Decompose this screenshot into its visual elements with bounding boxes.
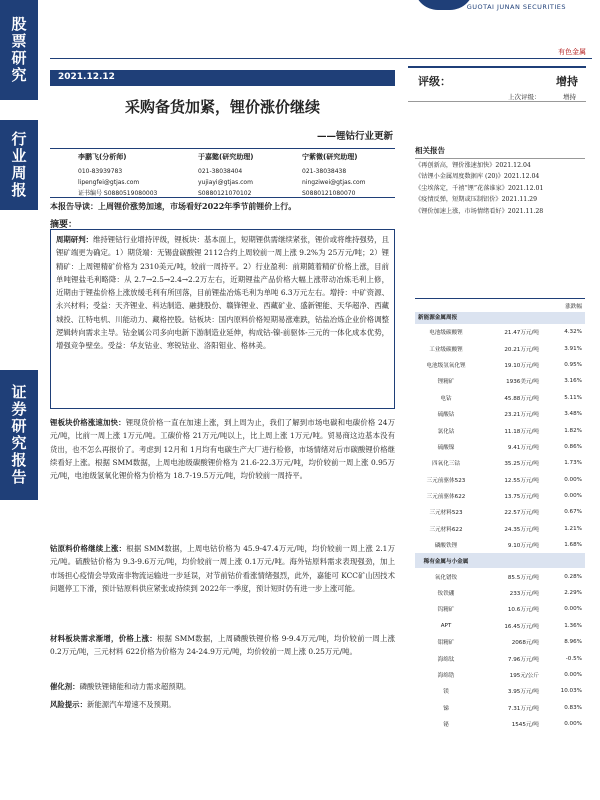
section-catalyst <box>50 680 395 693</box>
price-row <box>415 422 585 438</box>
sidebar-industry-weekly: 行业周报 <box>0 120 38 210</box>
metal-price: 2068元/吨 <box>511 640 539 647</box>
metal-price: 20.21万元/吨 <box>504 346 539 353</box>
price-change: 2.29% <box>564 590 582 597</box>
metal-name: 锂精矿 <box>437 379 455 386</box>
metal-name: 钼精矿 <box>437 640 455 647</box>
category-label: 有色金属 <box>558 48 586 56</box>
metal-price: 13.75万元/吨 <box>504 494 539 501</box>
sidebar-securities-report: 证券研究报告 <box>0 370 38 500</box>
metal-name: APT <box>440 622 452 629</box>
section-key: 钴原料价格继续上涨： <box>50 544 127 553</box>
metal-name: 硫酸镍 <box>437 444 455 451</box>
analyst-3 <box>302 152 366 199</box>
section-text: 新能源汽车增速不及预期。 <box>86 700 176 709</box>
rating-label: 评级： <box>418 75 451 88</box>
price-row <box>415 618 585 634</box>
price-change: 0.00% <box>564 721 582 728</box>
metal-name: 硫酸钴 <box>437 412 455 419</box>
metal-name: 镁 <box>443 689 449 696</box>
sidebar-stock-research: 股票研究 <box>0 0 38 100</box>
abstract-text: 维持锂钴行业增持评级，锂板块：基本面上，短期锂供需继续紧张，锂价或将维持强势，且锂矿端更为确定。1）期货端：无锡盘碳酸锂 2112合约上周较前一周上涨 9.2%为 25万元/吨；2）锂精矿：上周锂精矿价格为 2310美元/吨，较前一周持平。2）行业盈利：前期随着精矿价格上涨，目前单吨锂盐毛利略降：从 2.7→2.5→2.4→2.2万左右，近期锂盐产品价格大幅上涨带动冶炼毛利上修，近期由于锂盐价格上涨放缓毛利有所回落，目前锂盐冶炼毛利为单吨 6.3万元左右。增持：中矿资源、永兴材料；受益：天齐锂业、科达制造、融捷股份、赣锋锂业、西藏矿业、盛新锂能、天华超净、西藏城投、江特电机、川能动力、藏格控股。钴板块：国内原料价格短期易涨难跌，钴盐冶炼企业价格调整逻辑转向需求主导。钴金属公司多向电新下游制造业延伸，构成钴-镍-前驱体-三元的一体化成本优势，增强竞争壁垒。受益：华友钴业、寒锐钴业、洛阳钼业、格林美。 <box>56 235 389 351</box>
price-row <box>415 568 585 584</box>
price-change: 1.82% <box>564 427 582 434</box>
metal-name: 电钴 <box>440 395 452 402</box>
metal-name: 电池级碳酸锂 <box>429 330 463 337</box>
price-row <box>415 390 585 406</box>
price-change: 10.03% <box>560 688 582 695</box>
related-report-link[interactable]: 《尘埃落定，千禧“锂”花落谁家》2021.12.01 <box>415 184 544 192</box>
price-change: 8.96% <box>564 639 582 646</box>
price-change: 0.67% <box>564 509 582 516</box>
price-row <box>415 504 585 520</box>
prev-rating-label: 上次评级： <box>508 93 541 101</box>
price-table-header <box>415 299 585 312</box>
price-change: 1.73% <box>564 460 582 467</box>
related-report-link[interactable]: 《锂价加速上涨，市场情绪看好》2021.11.28 <box>415 207 544 215</box>
price-change: -0.5% <box>565 655 582 662</box>
related-reports-list <box>415 160 585 217</box>
metal-price: 19.10万元/吨 <box>504 362 539 369</box>
report-title: 采购备货加紧，锂价涨价继续 <box>124 98 320 116</box>
price-row <box>415 683 585 699</box>
related-report-link[interactable]: 《钴锂小金属周度数据库 (20)》2021.12.04 <box>415 173 540 181</box>
section-key: 催化剂： <box>50 682 80 691</box>
section-key: 锂板块价格涨速加快： <box>50 418 126 427</box>
price-row <box>415 455 585 471</box>
analyst-name: 于嘉懿(研究助理) <box>198 153 254 161</box>
analyst-cert: 证书编号 S0880519080003 <box>78 190 158 197</box>
price-row <box>415 521 585 537</box>
price-row <box>415 439 585 455</box>
section-cobalt <box>50 542 395 595</box>
price-row <box>415 667 585 683</box>
abstract-title: 摘要： <box>50 220 78 230</box>
price-change: 1.36% <box>564 622 582 629</box>
metal-name: 三元前驱体523 <box>426 477 466 484</box>
analyst-phone: 021-38038404 <box>198 168 243 175</box>
price-change: 0.00% <box>564 476 582 483</box>
metal-price: 1545元/吨 <box>511 722 539 729</box>
analyst-email: ningziwei@gtjas.com <box>302 179 366 186</box>
metal-name: 三元前驱体622 <box>426 494 466 501</box>
metal-price: 24.35万元/吨 <box>504 526 539 533</box>
logo-emblem-icon <box>414 0 474 10</box>
price-change: 1.68% <box>564 542 582 549</box>
metal-price: 233万元/吨 <box>509 591 539 598</box>
report-guide: 本报告导读：上周锂价涨势加速，市场看好2022年季节前锂价上行。 <box>50 201 297 211</box>
company-logo <box>384 0 594 18</box>
price-change: 0.95% <box>564 361 582 368</box>
metal-price: 7.96万元/吨 <box>507 656 539 663</box>
metal-name: 电池级氢氧化锂 <box>426 362 466 369</box>
rating-box <box>408 66 586 102</box>
related-reports-title: 相关报告 <box>415 145 585 159</box>
metal-name: 三元材料523 <box>429 510 463 517</box>
metal-name: 磷酸铁锂 <box>434 543 458 550</box>
group-rare-metals: 稀有金属与小金属 <box>423 558 469 565</box>
price-row <box>415 373 585 389</box>
related-report-link[interactable]: 《疫情反弹，短期或压制铝价》2021.11.29 <box>415 196 538 204</box>
metal-name: 铋 <box>443 722 449 729</box>
metal-price: 195元/公斤 <box>509 673 539 679</box>
analyst-2 <box>198 152 253 199</box>
section-key: 风险提示： <box>50 700 87 709</box>
price-row <box>415 634 585 650</box>
price-row <box>415 357 585 373</box>
header-divider <box>50 58 592 59</box>
price-change: 0.86% <box>564 443 582 450</box>
analyst-cert: S0880121070102 <box>198 190 252 197</box>
rating-value: 增持 <box>556 75 578 88</box>
related-report-link[interactable]: 《再创新高，锂价涨速加快》2021.12.04 <box>415 162 531 169</box>
price-row <box>415 700 585 716</box>
metal-price: 7.31万元/吨 <box>507 705 539 712</box>
group-new-energy: 新能源金属周报 <box>415 312 585 324</box>
abstract-key: 周期研判： <box>56 235 93 244</box>
metal-price: 1936美元/吨 <box>506 379 539 386</box>
logo-english-name: GUOTAI JUNAN SECURITIES <box>466 3 566 11</box>
section-risk <box>50 698 395 711</box>
group-rare-metals-row <box>415 553 585 568</box>
price-row <box>415 488 585 504</box>
section-text: 根据 SMM数据，上周磷酸铁锂价格 9-9.4万元/吨，均价较前一周上涨 0.2万元/吨，三元材料 622价格为价格为 24-24.9万元/吨，均价较前一周上涨 0.25万元/吨。 <box>50 634 395 657</box>
metal-name: 氧化镨钕 <box>434 574 458 581</box>
price-change: 4.32% <box>564 329 582 336</box>
metal-price: 22.57万元/吨 <box>504 510 539 517</box>
metal-price: 3.95万元/吨 <box>507 689 539 696</box>
metal-price: 45.88万元/吨 <box>504 395 539 402</box>
change-header: 涨跌幅 <box>565 303 582 310</box>
price-change: 1.21% <box>564 525 582 532</box>
price-change: 3.91% <box>564 345 582 352</box>
metal-price: 9.41万元/吨 <box>507 444 539 451</box>
metal-name: 海绵钛 <box>437 656 455 663</box>
metal-name: 四氧化三钴 <box>432 461 460 468</box>
abstract-box <box>50 229 395 409</box>
price-change: 0.83% <box>564 704 582 711</box>
metal-price: 16.45万元/吨 <box>504 623 539 630</box>
prev-rating-value: 增持 <box>563 93 576 101</box>
section-text: 磷酸铁锂储能和动力需求超预期。 <box>79 682 191 691</box>
price-row <box>415 324 585 340</box>
price-row <box>415 340 585 356</box>
analyst-block <box>50 148 395 198</box>
metal-price: 35.25万元/吨 <box>504 461 539 468</box>
metal-name: 工业级碳酸锂 <box>429 346 463 353</box>
analyst-phone: 021-38038438 <box>302 168 347 175</box>
price-table <box>415 298 585 732</box>
section-text: 锂现货价格一直在加速上涨，到上周为止，我们了解到市场电碳和电碳价格 24万元/吨，比前一周上涨 1万元/吨。工碳价格 21万元/吨以上，比上周上涨 1万元/吨。贸易商这边基本没有货出，也不怎么再报价了。考虑到 12月和 1月均有电碳生产大厂进行检修，市场情绪对后市碳酸锂价格继续看好上涨。根据 SMM数据，上周电池级碳酸锂价格为 21.6-22.3万元/吨，均价较前一周上涨 0.95万元/吨，电池级氢氧化锂价格为价格为 18.7-19.5万元/吨，均价较前一周持平。 <box>50 418 395 481</box>
section-lithium <box>50 416 395 482</box>
analyst-name: 李鹏飞(分析师) <box>78 153 127 161</box>
analyst-name: 宁紫微(研究助理) <box>302 153 358 161</box>
metal-price: 10.6万元/吨 <box>507 607 539 614</box>
price-change: 5.11% <box>564 394 582 401</box>
metal-name: 海绵锆 <box>437 673 455 679</box>
price-row <box>415 601 585 617</box>
price-row <box>415 406 585 422</box>
analyst-cert: S0880121080070 <box>302 190 356 197</box>
metal-name: 氯化钴 <box>437 428 455 435</box>
price-change: 3.16% <box>564 378 582 385</box>
price-change: 3.48% <box>564 411 582 418</box>
analyst-1 <box>78 152 157 199</box>
section-materials <box>50 632 395 659</box>
metal-name: 锑 <box>443 705 449 712</box>
section-text: 根据 SMM数据，上周电钴价格为 45.9-47.4万元/吨，均价较前一周上涨 2.1万元/吨。硫酸钴价格为 9.3-9.6万元/吨，均价较前一周上涨 0.1万元/吨。海外钴原料需求表现强劲，加上市场担心疫情会导致南非物流运输进一步延误，对节前钴价看涨情绪强烈，此外，嘉能可 KCC矿山因技术问题停工下滑，预计钴原料供应紧张或持续到 2022年一季度，预计短时仍有进一步上涨可能。 <box>50 544 395 593</box>
metal-price: 11.18万元/吨 <box>504 428 539 435</box>
analyst-email: yujiayi@gtjas.com <box>198 179 253 186</box>
price-change: 0.00% <box>564 606 582 613</box>
metal-price: 9.10万元/吨 <box>507 543 539 550</box>
metal-name: 钨精矿 <box>437 607 455 614</box>
price-row <box>415 650 585 666</box>
price-row <box>415 716 585 732</box>
price-change: 0.00% <box>564 672 582 678</box>
price-row <box>415 472 585 488</box>
analyst-email: lipengfei@gtjas.com <box>78 179 140 186</box>
metal-price: 12.55万元/吨 <box>504 477 539 484</box>
metal-name: 钕铁硼 <box>437 591 455 598</box>
price-row <box>415 537 585 553</box>
metal-name: 三元材料622 <box>429 526 463 533</box>
analyst-phone: 010-83939783 <box>78 168 123 175</box>
section-key: 材料板块需求渐增，价格上涨： <box>50 634 157 643</box>
metal-price: 23.21万元/吨 <box>504 412 539 419</box>
price-change: 0.00% <box>564 493 582 500</box>
price-row <box>415 585 585 601</box>
metal-price: 21.47万元/吨 <box>504 330 539 337</box>
report-subtitle: ——锂钴行业更新 <box>316 131 393 142</box>
metal-price: 85.5万元/吨 <box>507 574 539 581</box>
price-change: 0.28% <box>564 573 582 580</box>
report-date: 2021.12.12 <box>50 70 395 86</box>
